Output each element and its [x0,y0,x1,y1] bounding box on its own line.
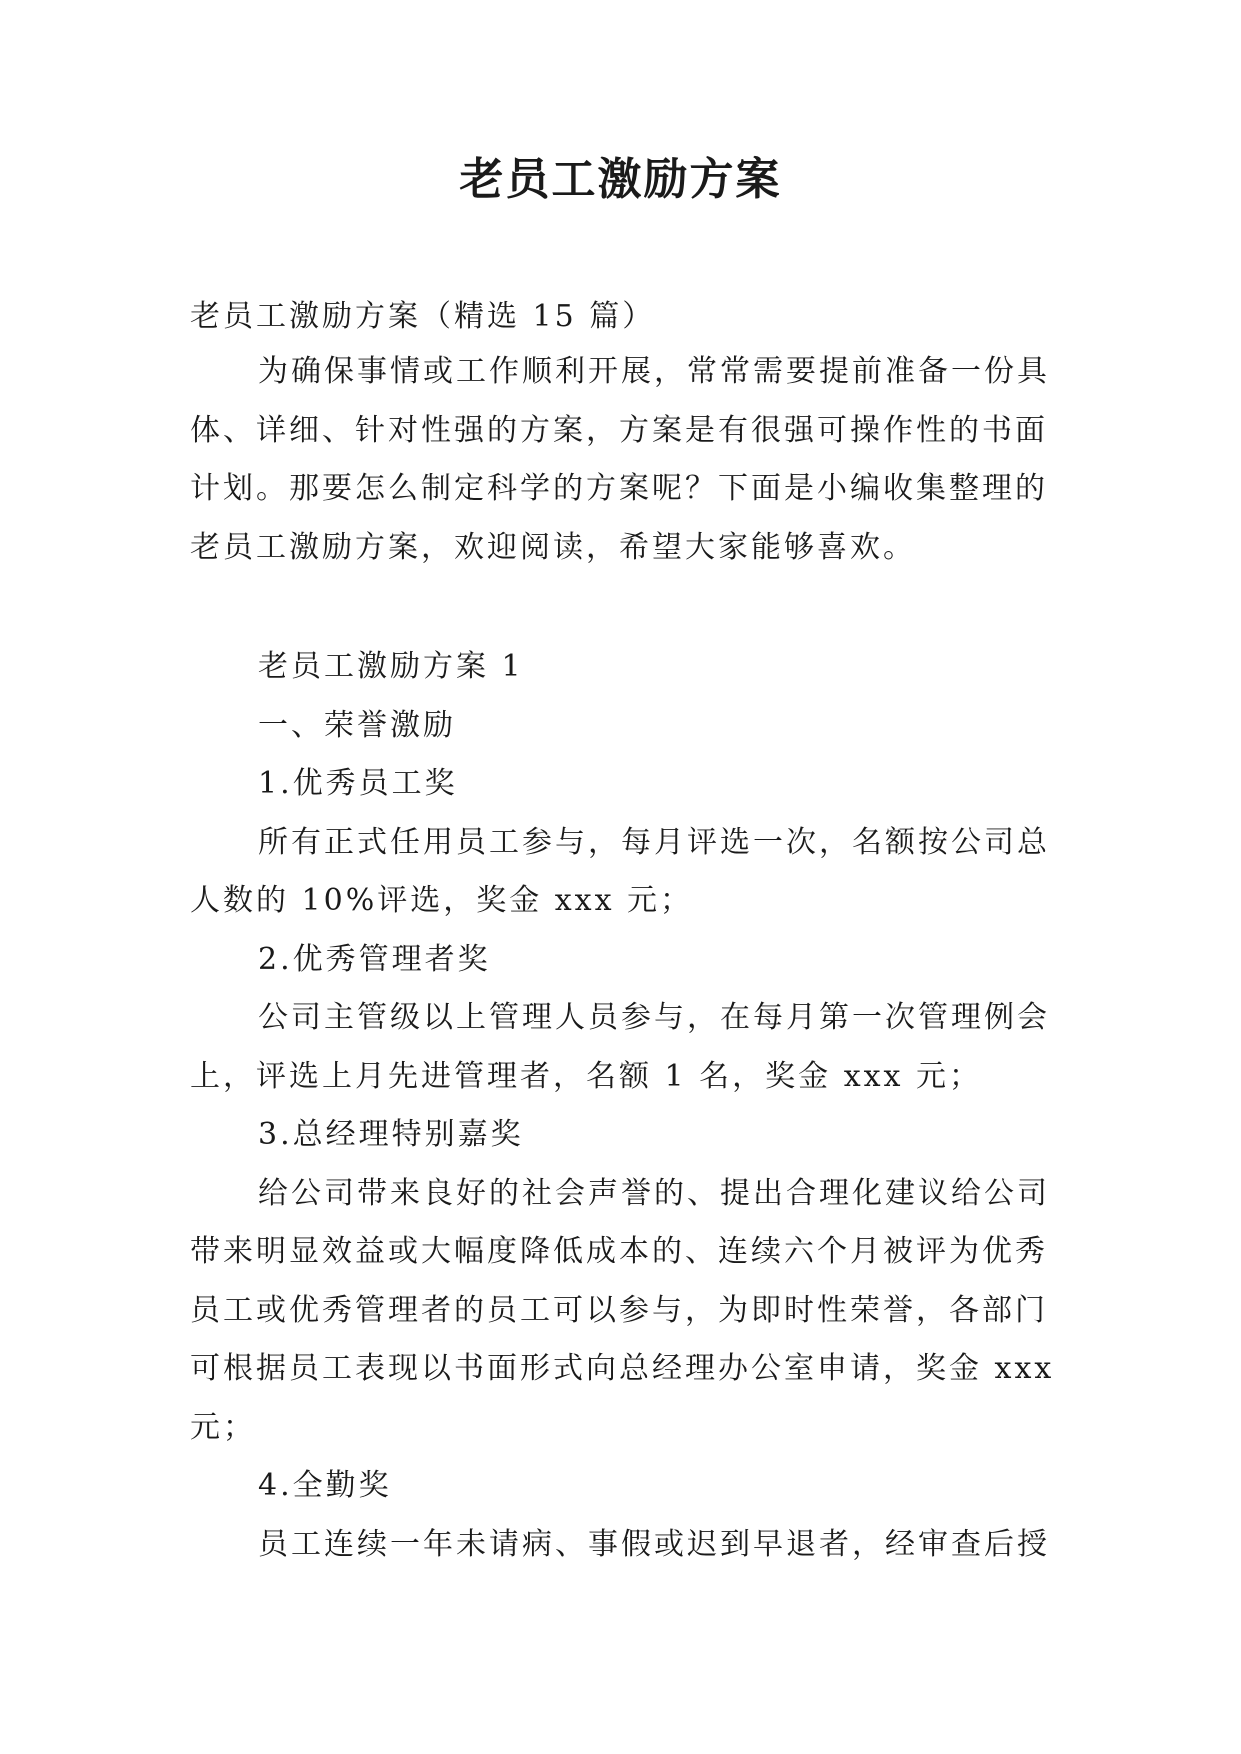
document-title: 老员工激励方案 [459,154,782,205]
subtitle-line: 老员工激励方案（精选 15 篇） [190,299,656,334]
intro-paragraph [190,343,1050,577]
section-line: 一、荣誉激励 [258,707,456,743]
section-line: 给公司带来良好的社会声誉的、提出合理化建议给公司 [258,1175,1050,1211]
intro-line: 老员工激励方案，欢迎阅读，希望大家能够喜欢。 [190,529,916,565]
section-line: 所有正式任用员工参与，每月评选一次，名额按公司总 [258,824,1050,860]
section-line: 员工连续一年未请病、事假或迟到早退者，经审查后授 [258,1526,1050,1562]
section-line: 4.全勤奖 [258,1468,392,1503]
intro-line: 计划。那要怎么制定科学的方案呢？下面是小编收集整理的 [190,471,1048,506]
section-line: 带来明显效益或大幅度降低成本的、连续六个月被评为优秀 [190,1234,1048,1269]
section-line: 员工或优秀管理者的员工可以参与，为即时性荣誉，各部门 [190,1292,1048,1328]
section-line: 上，评选上月先进管理者，名额 1 名，奖金 xxx 元； [190,1058,982,1094]
section-line: 2.优秀管理者奖 [258,941,491,977]
section-line: 3.总经理特别嘉奖 [258,1117,524,1152]
intro-line: 体、详细、针对性强的方案，方案是有很强可操作性的书面 [190,412,1048,448]
section-line: 老员工激励方案 1 [258,649,524,684]
intro-line: 为确保事情或工作顺利开展，常常需要提前准备一份具 [258,354,1050,389]
section-line: 1.优秀员工奖 [258,766,458,801]
document-subtitle [190,288,1050,347]
section-line: 可根据员工表现以书面形式向总经理办公室申请，奖金 xxx [190,1351,1055,1386]
section-line: 公司主管级以上管理人员参与，在每月第一次管理例会 [258,1000,1050,1035]
section-line: 元； [190,1409,256,1445]
section-body [190,638,1055,1574]
section-line: 人数的 10%评选，奖金 xxx 元； [190,883,694,918]
